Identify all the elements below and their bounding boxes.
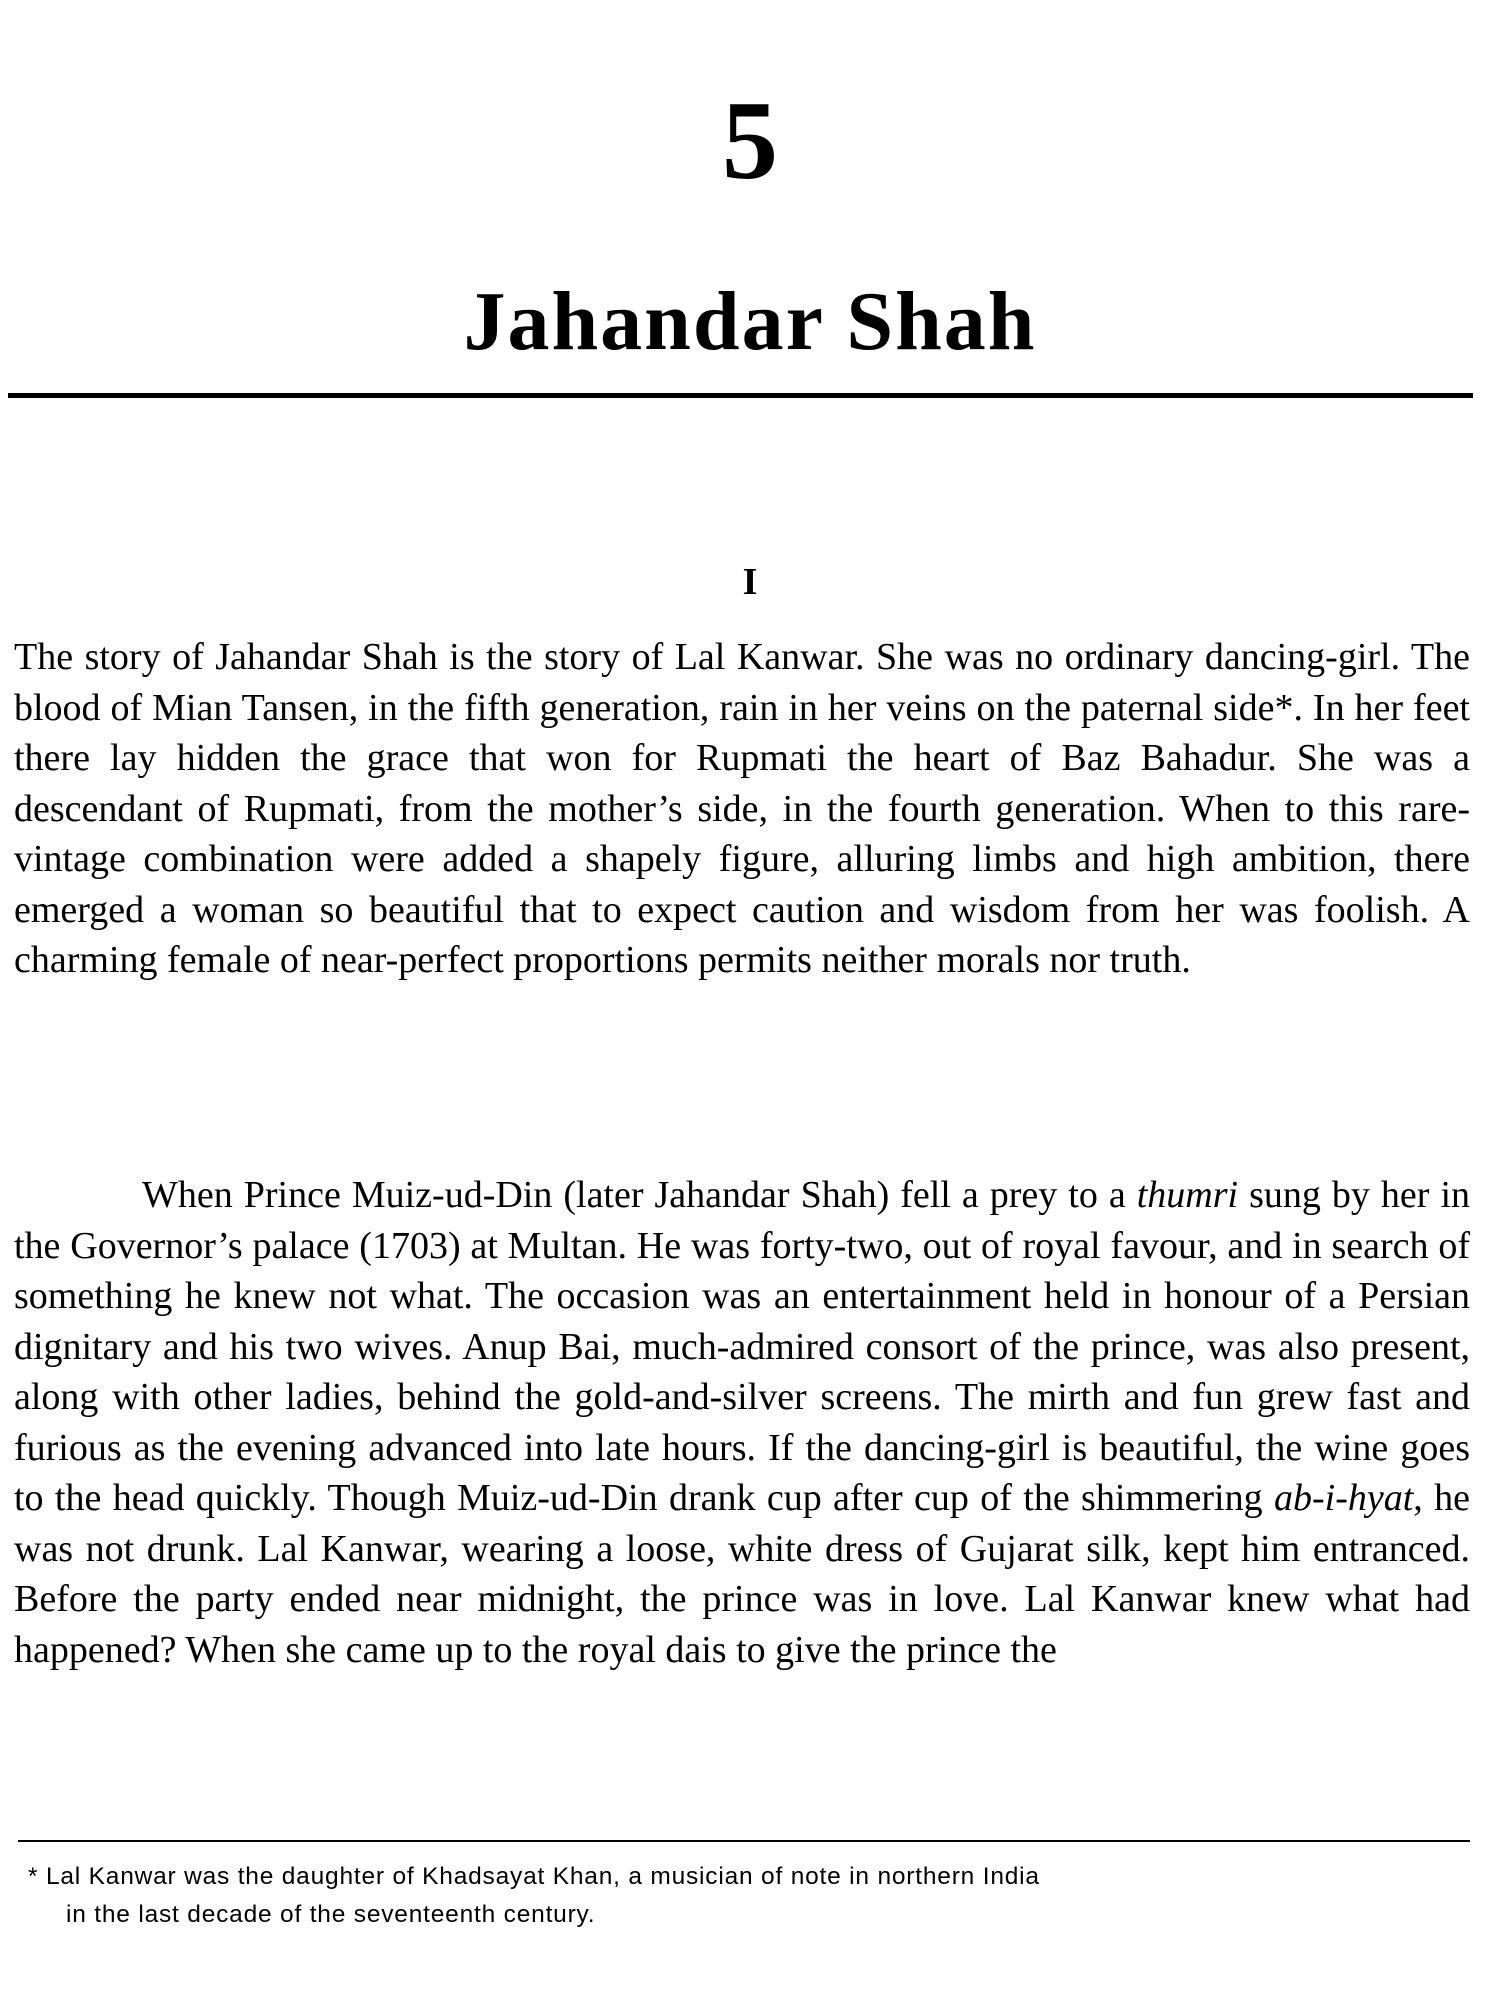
- paragraph-2-text-a: When Prince Muiz-ud-Din (later Jahandar Shah) fell a prey to a: [142, 1174, 1126, 1216]
- paragraph-2-text-c: , he was not drunk. Lal Kanwar, wearing a loose, white dress of Gujarat silk, kept him entranced. Before the party ended near midnight, the prince was in love. Lal Kanwar knew what had happened? When she came up to the royal dais to give the prince the: [14, 1477, 1471, 1671]
- title-divider: [8, 393, 1473, 398]
- section-numeral: I: [742, 561, 758, 603]
- paragraph-2: [14, 1170, 1470, 1675]
- chapter-title: Jahandar Shah: [463, 275, 1037, 368]
- footnote-line-1: * Lal Kanwar was the daughter of Khadsayat Khan, a musician of note in northern India: [28, 1863, 1040, 1890]
- footnote: [28, 1858, 1473, 1934]
- paragraph-2-italic-ab-i-hyat: ab-i-hyat: [1273, 1477, 1414, 1519]
- chapter-number: 5: [722, 79, 778, 203]
- paragraph-1: The story of Jahandar Shah is the story of Lal Kanwar. She was no ordinary dancing-girl. The blood of Mian Tansen, in the fifth generation, rain in her veins on the paternal side*. In her feet there lay hidden the grace that won for Rupmati the heart of Baz Bahadur. She was a descendant of Rupmati, from the mother’s side, in the fourth generation. When to this rare-vintage combination were added a shapely figure, alluring limbs and high ambition, there emerged a woman so beautiful that to expect caution and wisdom from her was foolish. A charming female of near-perfect proportions permits neither morals nor truth.: [14, 636, 1470, 981]
- paragraph-2-text-b: sung by her in the Governor’s palace (1703) at Multan. He was forty-two, out of royal favour, and in search of something he knew not what. The occasion was an entertainment held in honour of a Persian dignitary and his two wives. Anup Bai, much-admired consort of the prince, was also present, along with other ladies, behind the gold-and-silver screens. The mirth and fun grew fast and furious as the evening advanced into late hours. If the dancing-girl is beautiful, the wine goes to the head quickly. Though Muiz-ud-Din drank cup after cup of the shimmering: [14, 1174, 1471, 1519]
- paragraph-2-italic-thumri: thumri: [1136, 1174, 1239, 1216]
- footnote-divider: [18, 1840, 1470, 1842]
- footnote-line-2: in the last decade of the seventeenth century.: [66, 1901, 596, 1928]
